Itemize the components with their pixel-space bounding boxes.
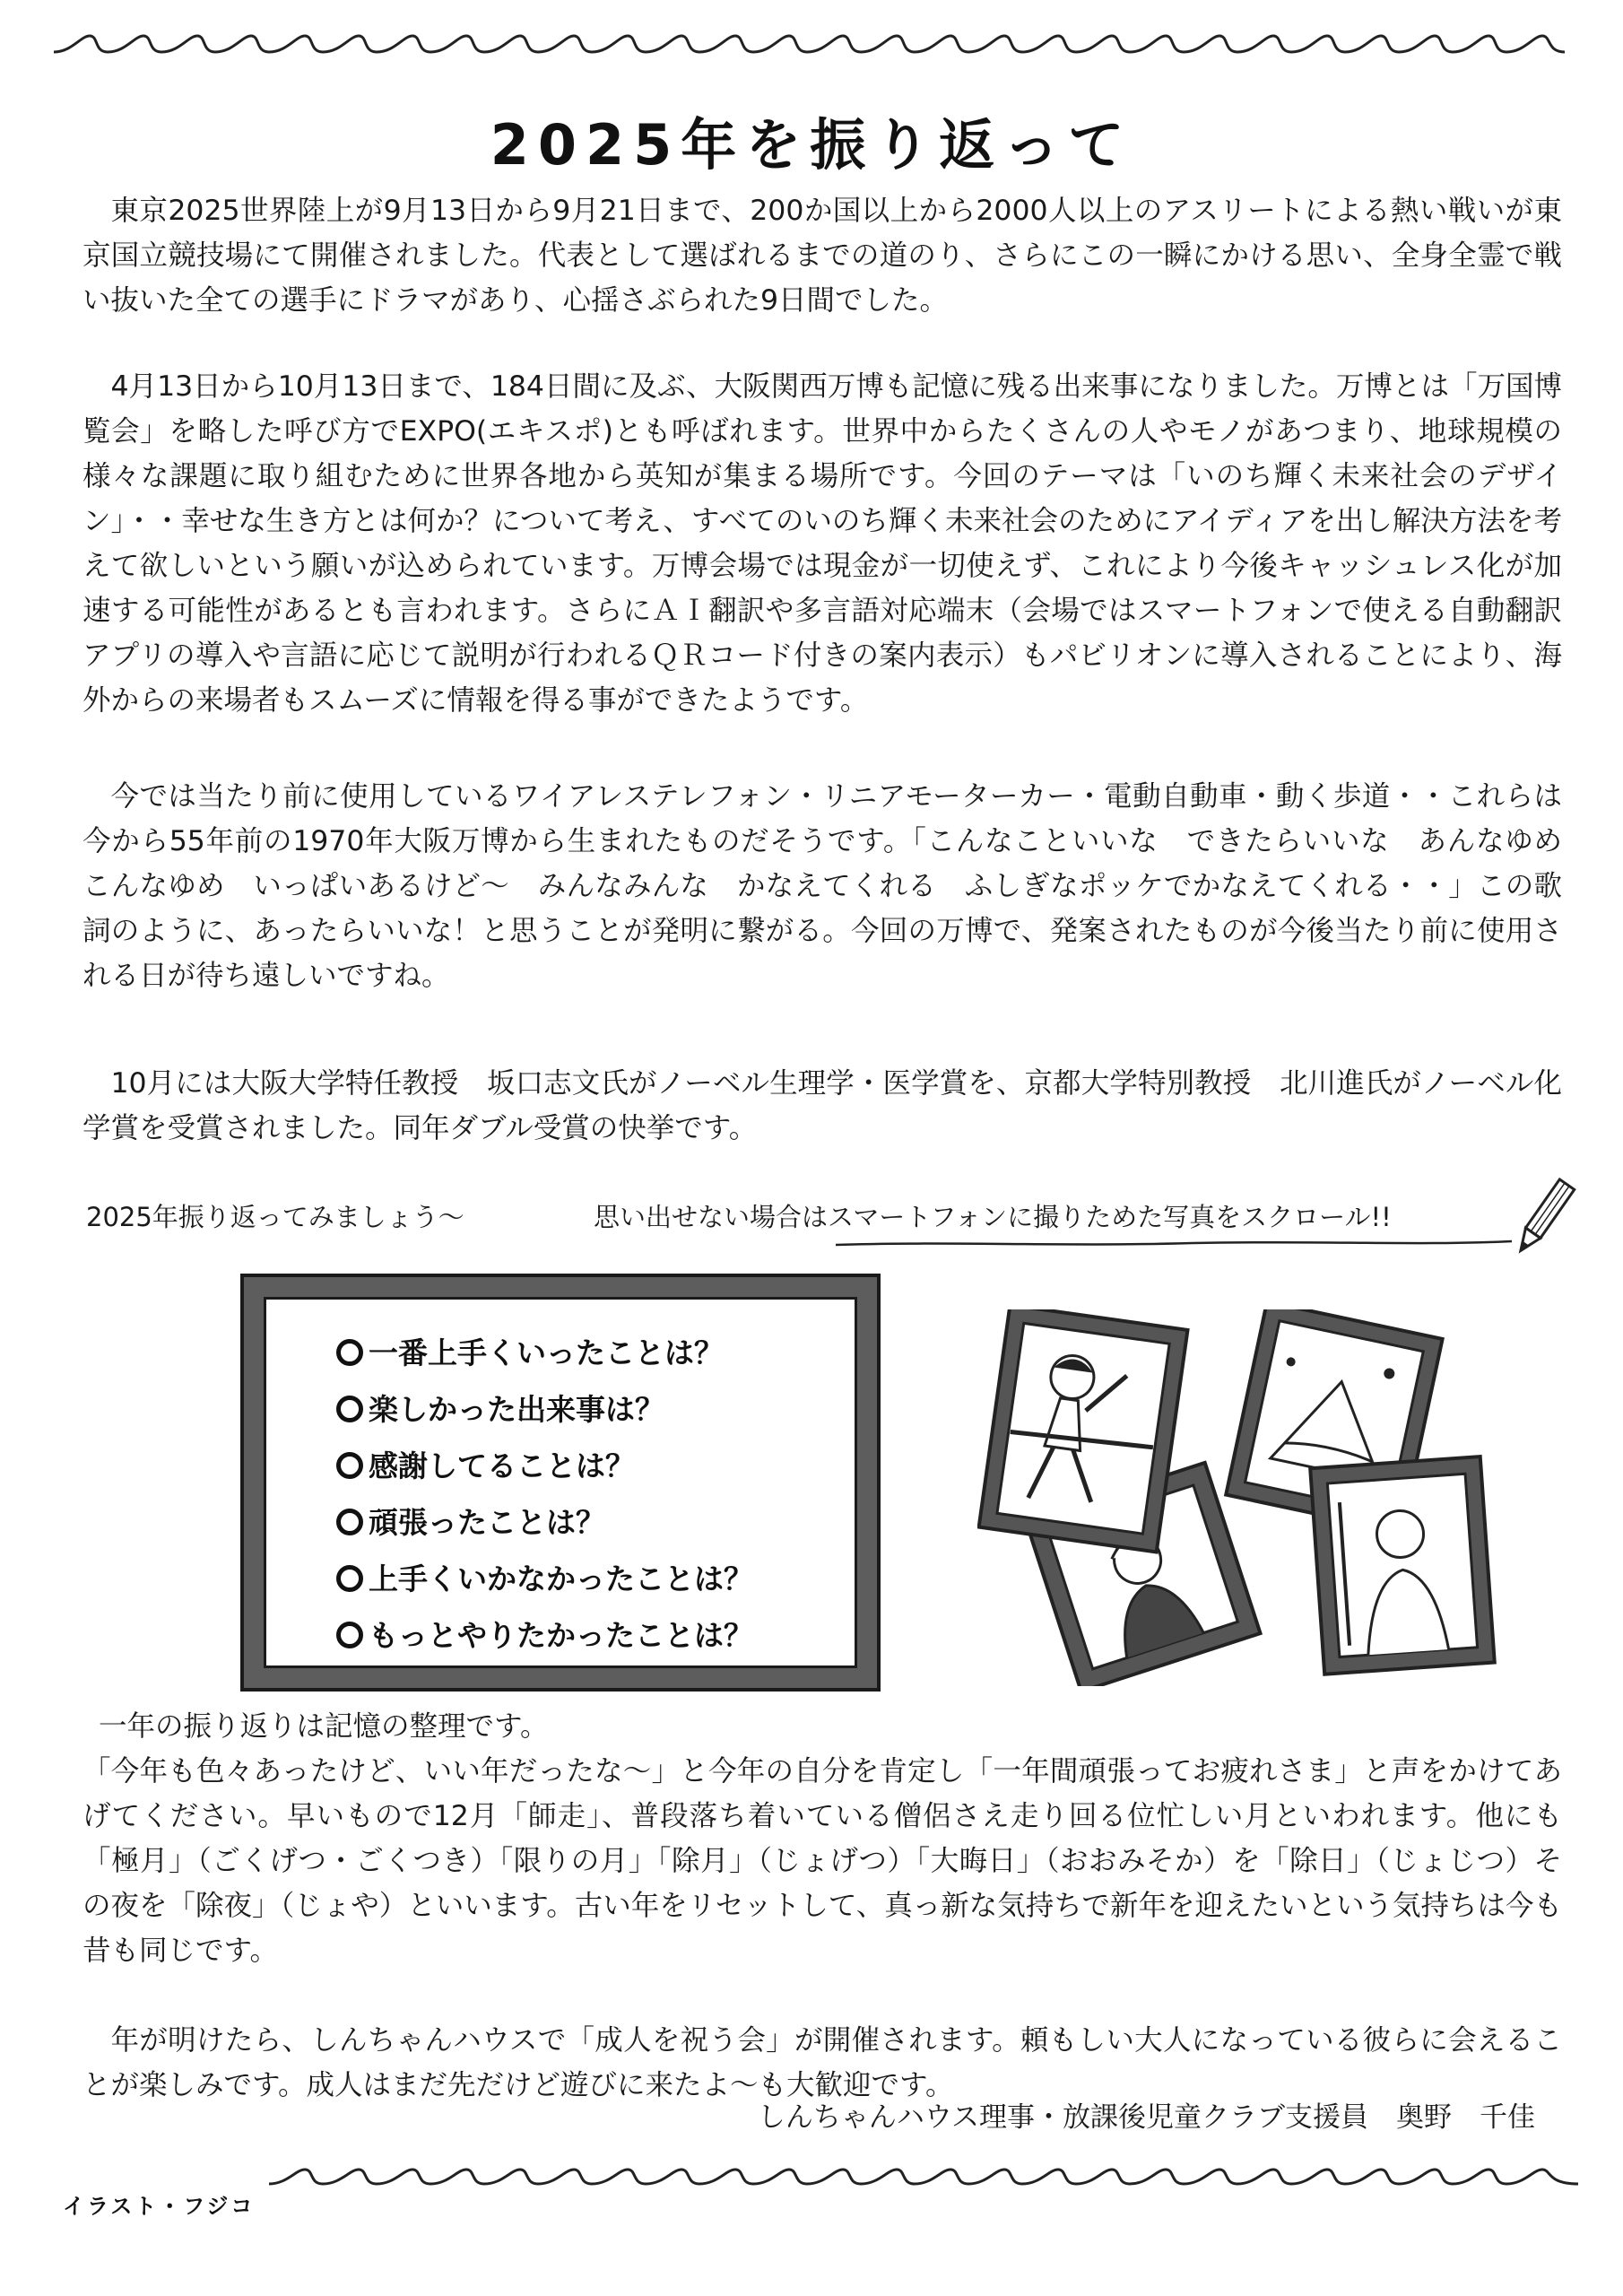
- circle-bullet-icon: [336, 1565, 363, 1592]
- hand-drawn-underline: [834, 1236, 1515, 1250]
- paragraph-nobel-prize: 10月には大阪大学特任教授 坂口志文氏がノーベル生理学・医学賞を、京都大学特別教授 北川進氏がノーベル化学賞を受賞されました。同年ダブル受賞の快挙です。: [82, 1067, 1562, 1144]
- paragraph-osaka-expo: 4月13日から10月13日まで、184日間に及ぶ、大阪関西万博も記憶に残る出来事になりました。万博とは「万国博覧会」を略した呼び方でEXPO(エキスポ)とも呼ばれます。世界中からたくさんの人やモノがあつまり、地球規模の様々な課題に取り組むために世界各地から英知が集まる場所です。今回のテーマは「いのち輝く未来社会のデザイン」・・幸せな生き方とは何か？について考え、すべてのいのち輝く未来社会のためにアイディアを出し解決方法を考えて欲しいという願いが込められています。万博会場では現金が一切使えず、これにより今後キャッシュレス化が加速する可能性があるとも言われます。さらにＡＩ翻訳や多言語対応端末（会場ではスマートフォンで使える自動翻訳アプリの導入や言語に応じて説明が行われるＱＲコード付きの案内表示）もパビリオンに導入されることにより、海外からの来場者もスムーズに情報を得る事ができたようです。: [82, 370, 1562, 717]
- paragraph-world-athletics: 東京2025世界陸上が9月13日から9月21日まで、200か国以上から2000人以上のアスリートによる熱い戦いが東京国立競技場にて開催されました。代表として選ばれるまでの道のり、さらにこの一瞬にかける思い、全身全霊で戦い抜いた全ての選手にドラマがあり、心揺さぶられた9日間でした。: [82, 195, 1562, 317]
- paragraph-coming-of-age: 年が明けたら、しんちゃんハウスで「成人を祝う会」が開催されます。頼もしい大人になっている彼らに会えることが楽しみです。成人はまだ先だけど遊びに来たよ～も大歓迎です。: [82, 2024, 1562, 2101]
- question-item: 一番上手くいったことは？: [336, 1325, 753, 1381]
- question-box-inner: [264, 1297, 857, 1668]
- paragraph-year-review: 一年の振り返りは記憶の整理です。: [99, 1710, 549, 1743]
- photo-card: [1310, 1457, 1495, 1674]
- reflection-prompt: 2025年振り返ってみましょう～: [86, 1202, 464, 1232]
- circle-bullet-icon: [336, 1452, 363, 1479]
- pencil-icon: [1506, 1175, 1578, 1265]
- question-list: [336, 1325, 753, 1664]
- paragraph-inventions: 今では当たり前に使用しているワイアレステレフォン・リニアモーターカー・電動自動車・動く歩道・・これらは今から55年前の1970年大阪万博から生まれたものだそうです。「こんなこといいな できたらいいな あんなゆめ こんなゆめ いっぱいあるけど～ みんなみんな かなえてくれる ふしぎなポッケでかなえてくれる・・」この歌詞のように、あったらいいな！と思うことが発明に繋がる。今回の万博で、発案されたものが今後当たり前に使用される日が待ち遠しいですね。: [82, 780, 1591, 992]
- question-item: 楽しかった出来事は？: [336, 1381, 753, 1438]
- circle-bullet-icon: [336, 1509, 363, 1535]
- circle-bullet-icon: [336, 1339, 363, 1366]
- question-item: もっとやりたかったことは？: [336, 1607, 753, 1664]
- photo-scroll-hint: 思い出せない場合はスマートフォンに撮りためた写真をスクロール!!: [594, 1202, 1392, 1232]
- circle-bullet-icon: [336, 1396, 363, 1422]
- circle-bullet-icon: [336, 1622, 363, 1648]
- author-signature: しんちゃんハウス理事・放課後児童クラブ支援員 奥野 千佳: [757, 2101, 1535, 2134]
- reflection-questions-box: [240, 1274, 881, 1692]
- photos-illustration: [977, 1309, 1515, 1686]
- question-item: 上手くいかなかったことは？: [336, 1551, 753, 1607]
- question-item: 感謝してることは？: [336, 1438, 753, 1494]
- question-item: 頑張ったことは？: [336, 1494, 753, 1551]
- paragraph-december-names: 「今年も色々あったけど、いい年だったな～」と今年の自分を肯定し「一年間頑張ってお疲れさま」と声をかけてあげてください。早いもので12月「師走」、普段落ち着いている僧侶さえ走り回る位忙しい月といわれます。他にも「極月」（ごくげつ・ごくつき）「限りの月」「除月」（じょげつ）「大晦日」（おおみそか）を「除日」（じょじつ）その夜を「除夜」（じょや）といいます。古い年をリセットして、真っ新な気持ちで新年を迎えたいという気持ちは今も昔も同じです。: [82, 1755, 1562, 1967]
- illustrator-credit: イラスト・フジコ: [63, 2194, 256, 2219]
- page-title: 2025年を振り返って: [490, 112, 1133, 178]
- top-loop-border: [0, 18, 1623, 72]
- photo-card: [979, 1309, 1188, 1552]
